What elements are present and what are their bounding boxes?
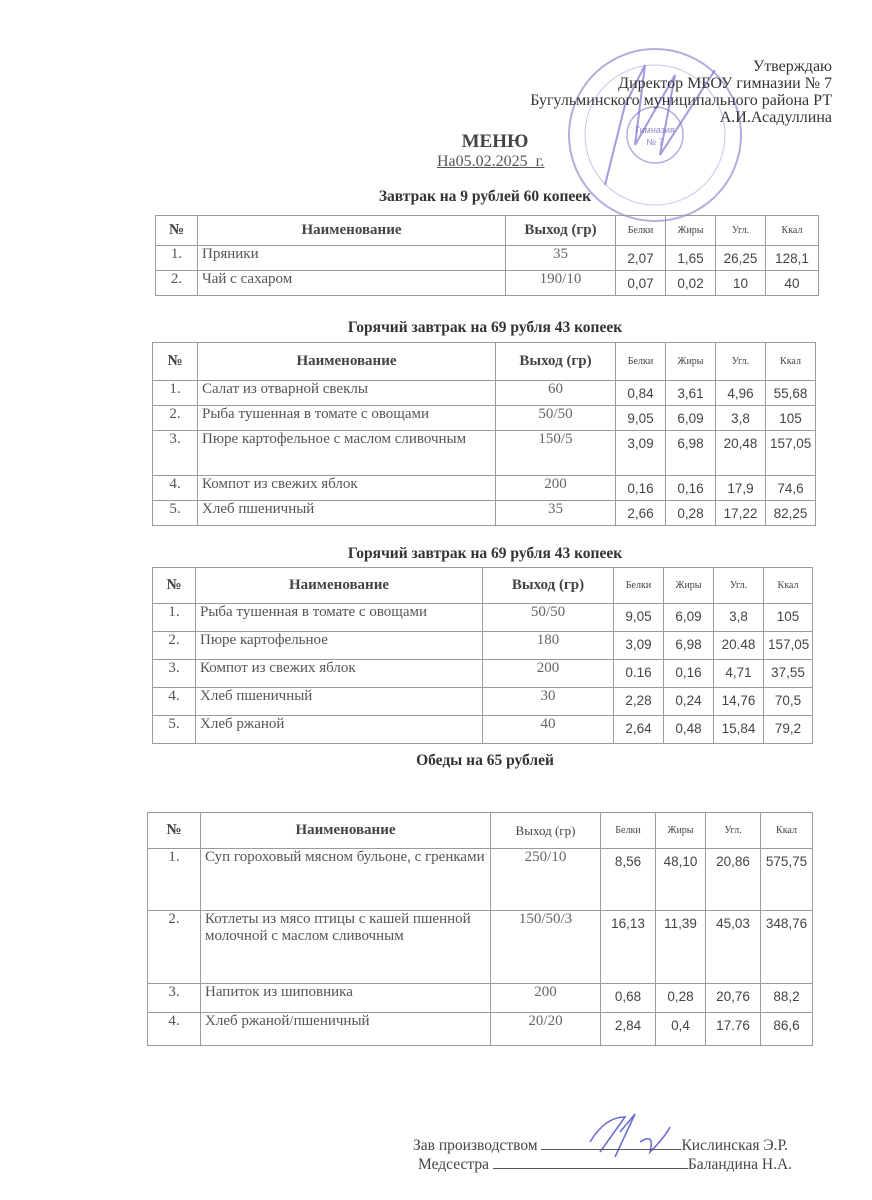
item-protein: 2,64 bbox=[614, 716, 664, 744]
column-header: № bbox=[148, 813, 201, 849]
item-kcal: 70,5 bbox=[764, 688, 813, 716]
item-carbs: 4,71 bbox=[714, 660, 764, 688]
item-kcal: 105 bbox=[766, 406, 816, 431]
table-row bbox=[148, 911, 813, 984]
column-header: Наименование bbox=[201, 813, 491, 849]
column-header: Выход (гр) bbox=[491, 813, 601, 849]
item-fat: 0,28 bbox=[656, 984, 706, 1013]
item-name: Хлеб пшеничный bbox=[196, 688, 483, 716]
table-header-row bbox=[153, 343, 816, 381]
item-carbs: 17,22 bbox=[716, 501, 766, 526]
item-fat: 11,39 bbox=[656, 911, 706, 984]
svg-text:Гимназия: Гимназия bbox=[635, 125, 675, 135]
item-fat: 0,16 bbox=[664, 660, 714, 688]
item-kcal: 157,05 bbox=[766, 431, 816, 476]
item-yield: 30 bbox=[483, 688, 614, 716]
item-kcal: 37,55 bbox=[764, 660, 813, 688]
item-number: 3. bbox=[148, 984, 201, 1013]
approval-block bbox=[530, 58, 832, 126]
item-name: Хлеб ржаной bbox=[196, 716, 483, 744]
item-yield: 50/50 bbox=[496, 406, 616, 431]
column-header: Белки bbox=[616, 343, 666, 381]
item-protein: 2,28 bbox=[614, 688, 664, 716]
column-header: Ккал bbox=[766, 343, 816, 381]
item-name: Хлеб ржаной/пшеничный bbox=[201, 1013, 491, 1046]
item-protein: 0,84 bbox=[616, 381, 666, 406]
item-name: Котлеты из мясо птицы с кашей пшенной молочной с маслом сливочным bbox=[201, 911, 491, 984]
signature-name: Баландина Н.А. bbox=[687, 1156, 793, 1173]
item-kcal: 82,25 bbox=[766, 501, 816, 526]
menu-table-hot-breakfast-2 bbox=[152, 567, 813, 744]
approval-line-4: А.И.Асадуллина bbox=[719, 109, 832, 126]
item-protein: 16,13 bbox=[601, 911, 656, 984]
item-fat: 0,4 bbox=[656, 1013, 706, 1046]
item-fat: 3,61 bbox=[666, 381, 716, 406]
item-number: 1. bbox=[153, 604, 196, 632]
column-header: Жиры bbox=[656, 813, 706, 849]
item-number: 1. bbox=[153, 381, 198, 406]
item-kcal: 128,1 bbox=[766, 246, 819, 271]
menu-table-hot-breakfast-1 bbox=[152, 342, 816, 526]
item-kcal: 105 bbox=[764, 604, 813, 632]
approval-line-1: Утверждаю bbox=[752, 58, 832, 75]
table-row bbox=[153, 476, 816, 501]
item-kcal: 74,6 bbox=[766, 476, 816, 501]
item-name: Напиток из шиповника bbox=[201, 984, 491, 1013]
approval-line-2: Директор МБОУ гимназии № 7 bbox=[618, 75, 832, 92]
item-fat: 0,48 bbox=[664, 716, 714, 744]
item-yield: 200 bbox=[496, 476, 616, 501]
table-row bbox=[156, 246, 819, 271]
column-header: Угл. bbox=[706, 813, 761, 849]
table-row bbox=[148, 849, 813, 911]
item-carbs: 45,03 bbox=[706, 911, 761, 984]
table-row bbox=[153, 406, 816, 431]
signature-row-production bbox=[413, 1135, 788, 1155]
item-kcal: 55,68 bbox=[766, 381, 816, 406]
item-number: 4. bbox=[148, 1013, 201, 1046]
item-carbs: 20,48 bbox=[716, 431, 766, 476]
table-header-row bbox=[148, 813, 813, 849]
item-number: 3. bbox=[153, 431, 198, 476]
item-carbs: 3,8 bbox=[716, 406, 766, 431]
column-header: Угл. bbox=[716, 216, 766, 246]
page-title: МЕНЮ bbox=[461, 131, 529, 152]
item-protein: 3,09 bbox=[614, 632, 664, 660]
item-name: Пюре картофельное с маслом сливочным bbox=[198, 431, 496, 476]
item-number: 5. bbox=[153, 716, 196, 744]
item-name: Пряники bbox=[198, 246, 506, 271]
item-protein: 0,16 bbox=[616, 476, 666, 501]
item-number: 4. bbox=[153, 476, 198, 501]
column-header: Выход (гр) bbox=[506, 216, 616, 246]
item-carbs: 15,84 bbox=[714, 716, 764, 744]
table-row bbox=[156, 271, 819, 296]
item-yield: 50/50 bbox=[483, 604, 614, 632]
item-kcal: 157,05 bbox=[764, 632, 813, 660]
column-header: Выход (гр) bbox=[483, 568, 614, 604]
item-carbs: 26,25 bbox=[716, 246, 766, 271]
table-row bbox=[148, 984, 813, 1013]
item-yield: 35 bbox=[506, 246, 616, 271]
section-heading: Обеды на 65 рублей bbox=[416, 752, 554, 769]
menu-table-lunch bbox=[147, 812, 813, 1046]
section-heading: Горячий завтрак на 69 рубля 43 копеек bbox=[347, 545, 623, 562]
signature-role: Зав производством bbox=[413, 1137, 538, 1154]
item-number: 2. bbox=[156, 271, 198, 296]
column-header: Ккал bbox=[761, 813, 813, 849]
item-protein: 2,66 bbox=[616, 501, 666, 526]
item-yield: 150/50/3 bbox=[491, 911, 601, 984]
table-row bbox=[153, 660, 813, 688]
table-header-row bbox=[156, 216, 819, 246]
item-yield: 250/10 bbox=[491, 849, 601, 911]
item-protein: 3,09 bbox=[616, 431, 666, 476]
item-kcal: 40 bbox=[766, 271, 819, 296]
item-fat: 6,98 bbox=[664, 632, 714, 660]
item-protein: 0.16 bbox=[614, 660, 664, 688]
table-row bbox=[153, 431, 816, 476]
column-header: Ккал bbox=[766, 216, 819, 246]
table-row bbox=[153, 688, 813, 716]
signature-row-nurse bbox=[418, 1154, 792, 1174]
item-fat: 48,10 bbox=[656, 849, 706, 911]
signature-role: Медсестра bbox=[418, 1156, 489, 1173]
svg-text:№ 7: № 7 bbox=[646, 137, 664, 147]
column-header: № bbox=[153, 568, 196, 604]
table-row bbox=[153, 604, 813, 632]
column-header: Белки bbox=[616, 216, 666, 246]
column-header: № bbox=[153, 343, 198, 381]
item-carbs: 20,86 bbox=[706, 849, 761, 911]
approval-line-3: Бугульминского муниципального района РТ bbox=[530, 92, 832, 109]
item-number: 2. bbox=[153, 406, 198, 431]
item-number: 5. bbox=[153, 501, 198, 526]
item-yield: 200 bbox=[491, 984, 601, 1013]
item-name: Компот из свежих яблок bbox=[198, 476, 496, 501]
table-header-row bbox=[153, 568, 813, 604]
item-carbs: 10 bbox=[716, 271, 766, 296]
item-protein: 0,68 bbox=[601, 984, 656, 1013]
item-carbs: 20.48 bbox=[714, 632, 764, 660]
item-kcal: 86,6 bbox=[761, 1013, 813, 1046]
item-protein: 9,05 bbox=[616, 406, 666, 431]
column-header: Угл. bbox=[716, 343, 766, 381]
table-row bbox=[153, 381, 816, 406]
column-header: Ккал bbox=[764, 568, 813, 604]
item-protein: 2,84 bbox=[601, 1013, 656, 1046]
item-number: 1. bbox=[156, 246, 198, 271]
column-header: Белки bbox=[601, 813, 656, 849]
item-number: 2. bbox=[153, 632, 196, 660]
column-header: Жиры bbox=[666, 343, 716, 381]
item-fat: 0,16 bbox=[666, 476, 716, 501]
item-yield: 180 bbox=[483, 632, 614, 660]
table-row bbox=[153, 716, 813, 744]
item-name: Рыба тушенная в томате с овощами bbox=[198, 406, 496, 431]
item-kcal: 575,75 bbox=[761, 849, 813, 911]
item-number: 3. bbox=[153, 660, 196, 688]
item-fat: 0,28 bbox=[666, 501, 716, 526]
column-header: Жиры bbox=[664, 568, 714, 604]
item-fat: 6,09 bbox=[664, 604, 714, 632]
item-kcal: 348,76 bbox=[761, 911, 813, 984]
column-header: Белки bbox=[614, 568, 664, 604]
item-protein: 2,07 bbox=[616, 246, 666, 271]
column-header: Выход (гр) bbox=[496, 343, 616, 381]
item-fat: 1,65 bbox=[666, 246, 716, 271]
item-yield: 150/5 bbox=[496, 431, 616, 476]
item-protein: 0,07 bbox=[616, 271, 666, 296]
item-kcal: 88,2 bbox=[761, 984, 813, 1013]
item-name: Компот из свежих яблок bbox=[196, 660, 483, 688]
item-fat: 0,24 bbox=[664, 688, 714, 716]
item-name: Суп гороховый мясном бульоне, с гренками bbox=[201, 849, 491, 911]
item-yield: 60 bbox=[496, 381, 616, 406]
menu-date-text: На05.02.2025_г. bbox=[437, 153, 545, 170]
item-carbs: 20,76 bbox=[706, 984, 761, 1013]
signature-name: Кислинская Э.Р. bbox=[681, 1137, 789, 1154]
item-name: Хлеб пшеничный bbox=[198, 501, 496, 526]
column-header: Угл. bbox=[714, 568, 764, 604]
item-yield: 35 bbox=[496, 501, 616, 526]
item-carbs: 3,8 bbox=[714, 604, 764, 632]
section-heading: Завтрак на 9 рублей 60 копеек bbox=[378, 188, 592, 205]
item-name: Чай с сахаром bbox=[198, 271, 506, 296]
column-header: Наименование bbox=[196, 568, 483, 604]
item-fat: 0,02 bbox=[666, 271, 716, 296]
item-yield: 20/20 bbox=[491, 1013, 601, 1046]
item-fat: 6,09 bbox=[666, 406, 716, 431]
table-row bbox=[153, 632, 813, 660]
menu-table-breakfast bbox=[155, 215, 819, 296]
item-number: 2. bbox=[148, 911, 201, 984]
column-header: Наименование bbox=[198, 343, 496, 381]
table-row bbox=[148, 1013, 813, 1046]
item-yield: 200 bbox=[483, 660, 614, 688]
item-fat: 6,98 bbox=[666, 431, 716, 476]
item-kcal: 79,2 bbox=[764, 716, 813, 744]
column-header: № bbox=[156, 216, 198, 246]
item-name: Пюре картофельное bbox=[196, 632, 483, 660]
item-carbs: 17.76 bbox=[706, 1013, 761, 1046]
menu-date bbox=[437, 153, 544, 171]
column-header: Наименование bbox=[198, 216, 506, 246]
item-carbs: 4,96 bbox=[716, 381, 766, 406]
item-carbs: 14,76 bbox=[714, 688, 764, 716]
section-heading: Горячий завтрак на 69 рубля 43 копеек bbox=[347, 319, 623, 336]
item-name: Рыба тушенная в томате с овощами bbox=[196, 604, 483, 632]
item-number: 1. bbox=[148, 849, 201, 911]
item-name: Салат из отварной свеклы bbox=[198, 381, 496, 406]
table-row bbox=[153, 501, 816, 526]
column-header: Жиры bbox=[666, 216, 716, 246]
item-number: 4. bbox=[153, 688, 196, 716]
item-protein: 8,56 bbox=[601, 849, 656, 911]
item-yield: 190/10 bbox=[506, 271, 616, 296]
item-protein: 9,05 bbox=[614, 604, 664, 632]
item-carbs: 17,9 bbox=[716, 476, 766, 501]
item-yield: 40 bbox=[483, 716, 614, 744]
